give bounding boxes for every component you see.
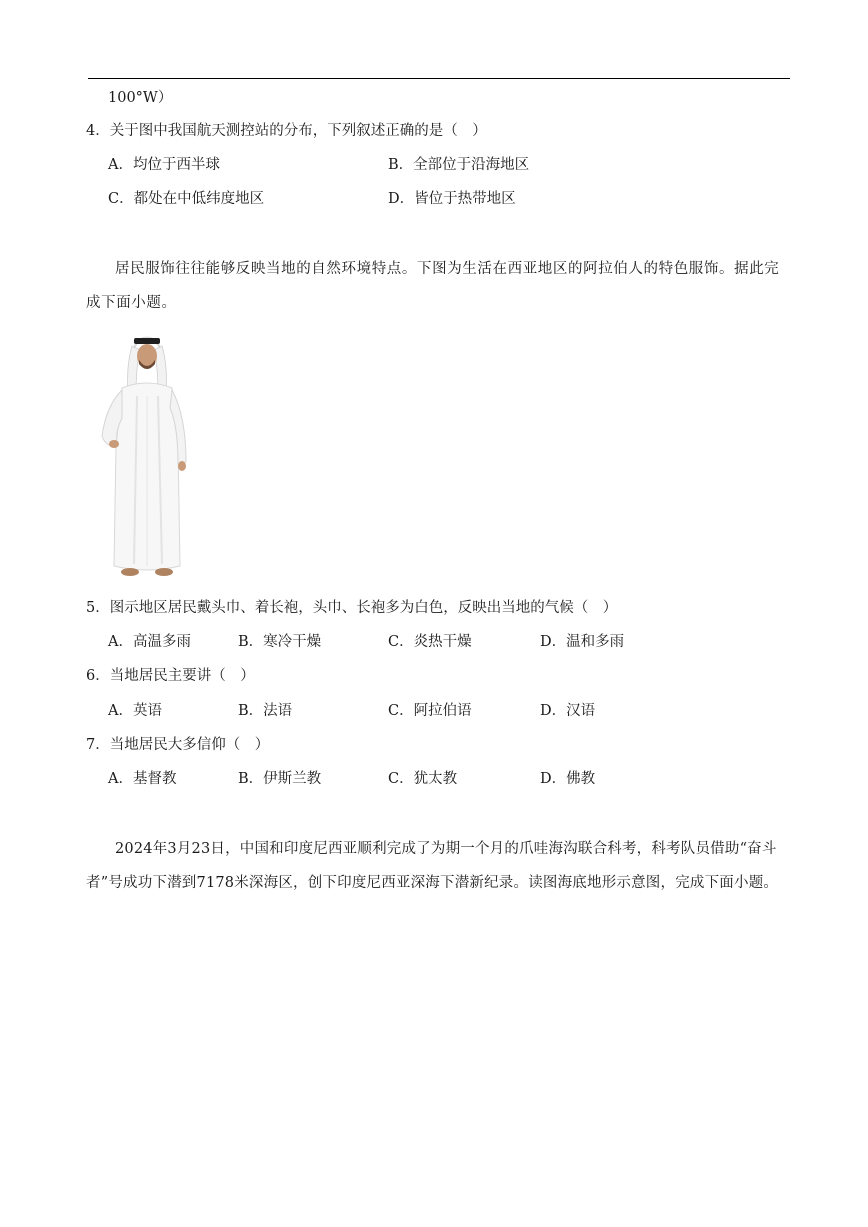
question-7-option-d[interactable]: D．佛教 (540, 771, 596, 787)
question-4-option-d[interactable]: D．皆位于热带地区 (388, 191, 516, 207)
question-4-stem: 4．关于图中我国航天测控站的分布，下列叙述正确的是（ ） (86, 123, 487, 139)
question-5-option-d[interactable]: D．温和多雨 (540, 634, 625, 650)
continuation-text: 100°W） (108, 90, 173, 106)
intro-paragraph-trench: 2024年3月23日，中国和印度尼西亚顺利完成了为期一个月的爪哇海沟联合科考，科考队员借助“奋斗者”号成功下潜到7178米深海区，创下印度尼西亚深海下潜新纪录。读图海底地形示意图，完成下面小题。 (86, 841, 779, 891)
question-5-option-b[interactable]: B．寒冷干燥 (238, 634, 322, 650)
question-4-option-b[interactable]: B．全部位于沿海地区 (388, 157, 530, 173)
question-4-option-c[interactable]: C．都处在中低纬度地区 (108, 191, 265, 207)
question-6-option-c[interactable]: C．阿拉伯语 (388, 703, 472, 719)
intro-paragraph-clothing: 居民服饰往往能够反映当地的自然环境特点。下图为生活在西亚地区的阿拉伯人的特色服饰。据此完成下面小题。 (86, 261, 780, 311)
question-5-option-a[interactable]: A．高温多雨 (108, 634, 191, 650)
question-6-option-b[interactable]: B．法语 (238, 703, 293, 719)
question-7-option-c[interactable]: C．犹太教 (388, 771, 458, 787)
question-6-option-a[interactable]: A．英语 (108, 703, 162, 719)
question-6-option-d[interactable]: D．汉语 (540, 703, 596, 719)
question-7-option-a[interactable]: A．基督教 (108, 771, 177, 787)
question-5-option-c[interactable]: C．炎热干燥 (388, 634, 472, 650)
arab-costume-figure (92, 326, 202, 584)
question-4-option-a[interactable]: A．均位于西半球 (108, 157, 220, 173)
question-7-stem: 7．当地居民大多信仰（ ） (86, 737, 270, 753)
question-6-stem: 6．当地居民主要讲（ ） (86, 668, 255, 684)
question-7-option-b[interactable]: B．伊斯兰教 (238, 771, 322, 787)
header-rule (88, 78, 790, 79)
question-5-stem: 5．图示地区居民戴头巾、着长袍，头巾、长袍多为白色，反映出当地的气候（ ） (86, 600, 618, 616)
